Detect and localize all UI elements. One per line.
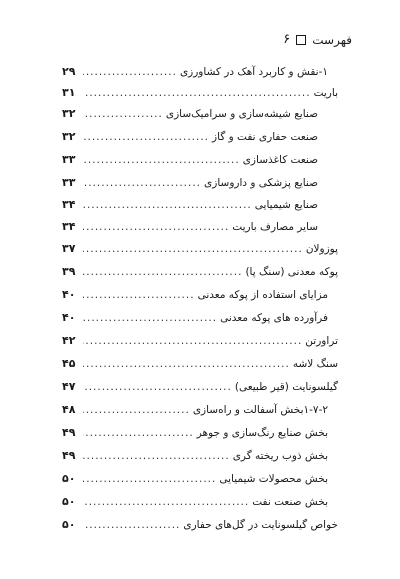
toc-entry[interactable] [62, 333, 338, 349]
leader-dots [83, 152, 240, 168]
toc-entry-page: ۵۰ [62, 472, 76, 485]
toc-entry[interactable] [62, 402, 328, 418]
toc-entry-title: صنایع شیمیایی [254, 199, 318, 211]
toc-entry[interactable] [62, 219, 318, 235]
leader-dots [83, 106, 163, 122]
header-title: فهرست [312, 32, 352, 47]
square-icon [296, 35, 306, 45]
toc-entry-page: ۳۱ [62, 86, 76, 99]
toc-entry[interactable] [62, 494, 328, 510]
toc-entry-title: بخش محصولات شیمیایی [219, 473, 328, 485]
toc-entry-title: فرآورده های پوکه معدنی [220, 312, 328, 324]
toc-entry-title: صنعت کاغذسازی [242, 154, 318, 166]
toc-entry-title: تراورتن [305, 335, 338, 347]
toc-entry-page: ۳۴ [62, 220, 76, 233]
toc-entry-title: بخش ذوب ریخته گری [232, 450, 328, 462]
leader-dots [83, 129, 209, 145]
toc-entry[interactable] [62, 287, 328, 303]
toc-entry[interactable] [62, 106, 318, 122]
toc-entry-page: ۳۲ [62, 130, 76, 143]
toc-entry-title: ۱-۷-۲بخش آسفالت و راه‌سازی [192, 404, 328, 416]
toc-entry-page: ۵۰ [62, 495, 76, 508]
leader-dots [83, 197, 252, 213]
toc-entry-title: صنایع شیشه‌سازی و سرامیک‌سازی [165, 108, 318, 120]
toc-entry-title: صنعت حفاری نفت و گاز [212, 131, 318, 143]
toc-entry-title: گیلسونایت (قیر طبیعی) [234, 381, 338, 393]
leader-dots [83, 85, 311, 101]
leader-dots [83, 471, 216, 487]
toc-entry-title: مزایای استفاده از پوکه معدنی [197, 289, 328, 301]
toc-entry[interactable] [62, 197, 318, 213]
leader-dots [83, 379, 232, 395]
toc-entry-title: پوزولان [305, 243, 338, 255]
toc-entry[interactable] [62, 517, 338, 533]
toc-entry[interactable] [62, 356, 338, 372]
toc-entry-page: ۲۹ [62, 65, 76, 78]
toc-entry[interactable] [62, 64, 328, 80]
leader-dots [83, 64, 177, 80]
toc-entry-title: سنگ لاشه [292, 358, 338, 370]
toc-entry[interactable] [62, 471, 328, 487]
toc-entry[interactable] [62, 85, 338, 101]
toc-entry[interactable] [62, 129, 318, 145]
page-header [283, 32, 352, 47]
leader-dots [83, 494, 249, 510]
toc-entry-title: خواص گیلسونایت در گل‌های حفاری [183, 519, 338, 531]
leader-dots [83, 517, 180, 533]
toc-entry[interactable] [62, 152, 318, 168]
leader-dots [83, 219, 229, 235]
toc-entry[interactable] [62, 175, 318, 191]
toc-entry-page: ۳۴ [62, 198, 76, 211]
leader-dots [83, 175, 201, 191]
toc-entry-page: ۳۷ [62, 242, 76, 255]
toc-entry-page: ۳۹ [62, 265, 76, 278]
toc-entry-page: ۴۰ [62, 311, 76, 324]
leader-dots [83, 402, 190, 418]
leader-dots [83, 310, 217, 326]
toc-entry-page: ۳۳ [62, 176, 76, 189]
toc-entry-title: باریت [313, 87, 338, 99]
toc-entry-page: ۴۰ [62, 288, 76, 301]
toc-entry-title: ۱-نقش و کاربرد آهک در کشاورزی [179, 66, 328, 78]
toc-entry-title: بخش صنایع رنگ‌سازی و جوهر [196, 427, 328, 439]
toc-entry-page: ۴۲ [62, 334, 76, 347]
toc-entry-title: صنایع پزشکی و داروسازی [204, 177, 318, 189]
leader-dots [83, 241, 303, 257]
toc-entry[interactable] [62, 241, 338, 257]
toc-entry-title: پوکه معدنی (سنگ پا) [245, 266, 338, 278]
toc-entry-page: ۳۲ [62, 107, 76, 120]
toc-entry[interactable] [62, 448, 328, 464]
leader-dots [83, 287, 195, 303]
toc-entry-title: بخش صنعت نفت [252, 496, 328, 508]
toc-entry[interactable] [62, 310, 328, 326]
toc-entry[interactable] [62, 379, 338, 395]
leader-dots [83, 356, 290, 372]
page-number: ۶ [283, 32, 291, 47]
toc-entry-page: ۴۹ [62, 426, 76, 439]
toc-entry-page: ۴۹ [62, 449, 76, 462]
leader-dots [83, 425, 194, 441]
toc-entry-page: ۳۳ [62, 153, 76, 166]
toc-entry-page: ۵۰ [62, 518, 76, 531]
toc-entry[interactable] [62, 425, 328, 441]
toc-entry-page: ۴۵ [62, 357, 76, 370]
leader-dots [83, 264, 242, 280]
toc-entry-page: ۴۷ [62, 380, 76, 393]
toc-entry-title: سایر مصارف باریت [232, 221, 318, 233]
toc-entry[interactable] [62, 264, 338, 280]
toc-entry-page: ۴۸ [62, 403, 76, 416]
leader-dots [83, 448, 230, 464]
leader-dots [83, 333, 302, 349]
